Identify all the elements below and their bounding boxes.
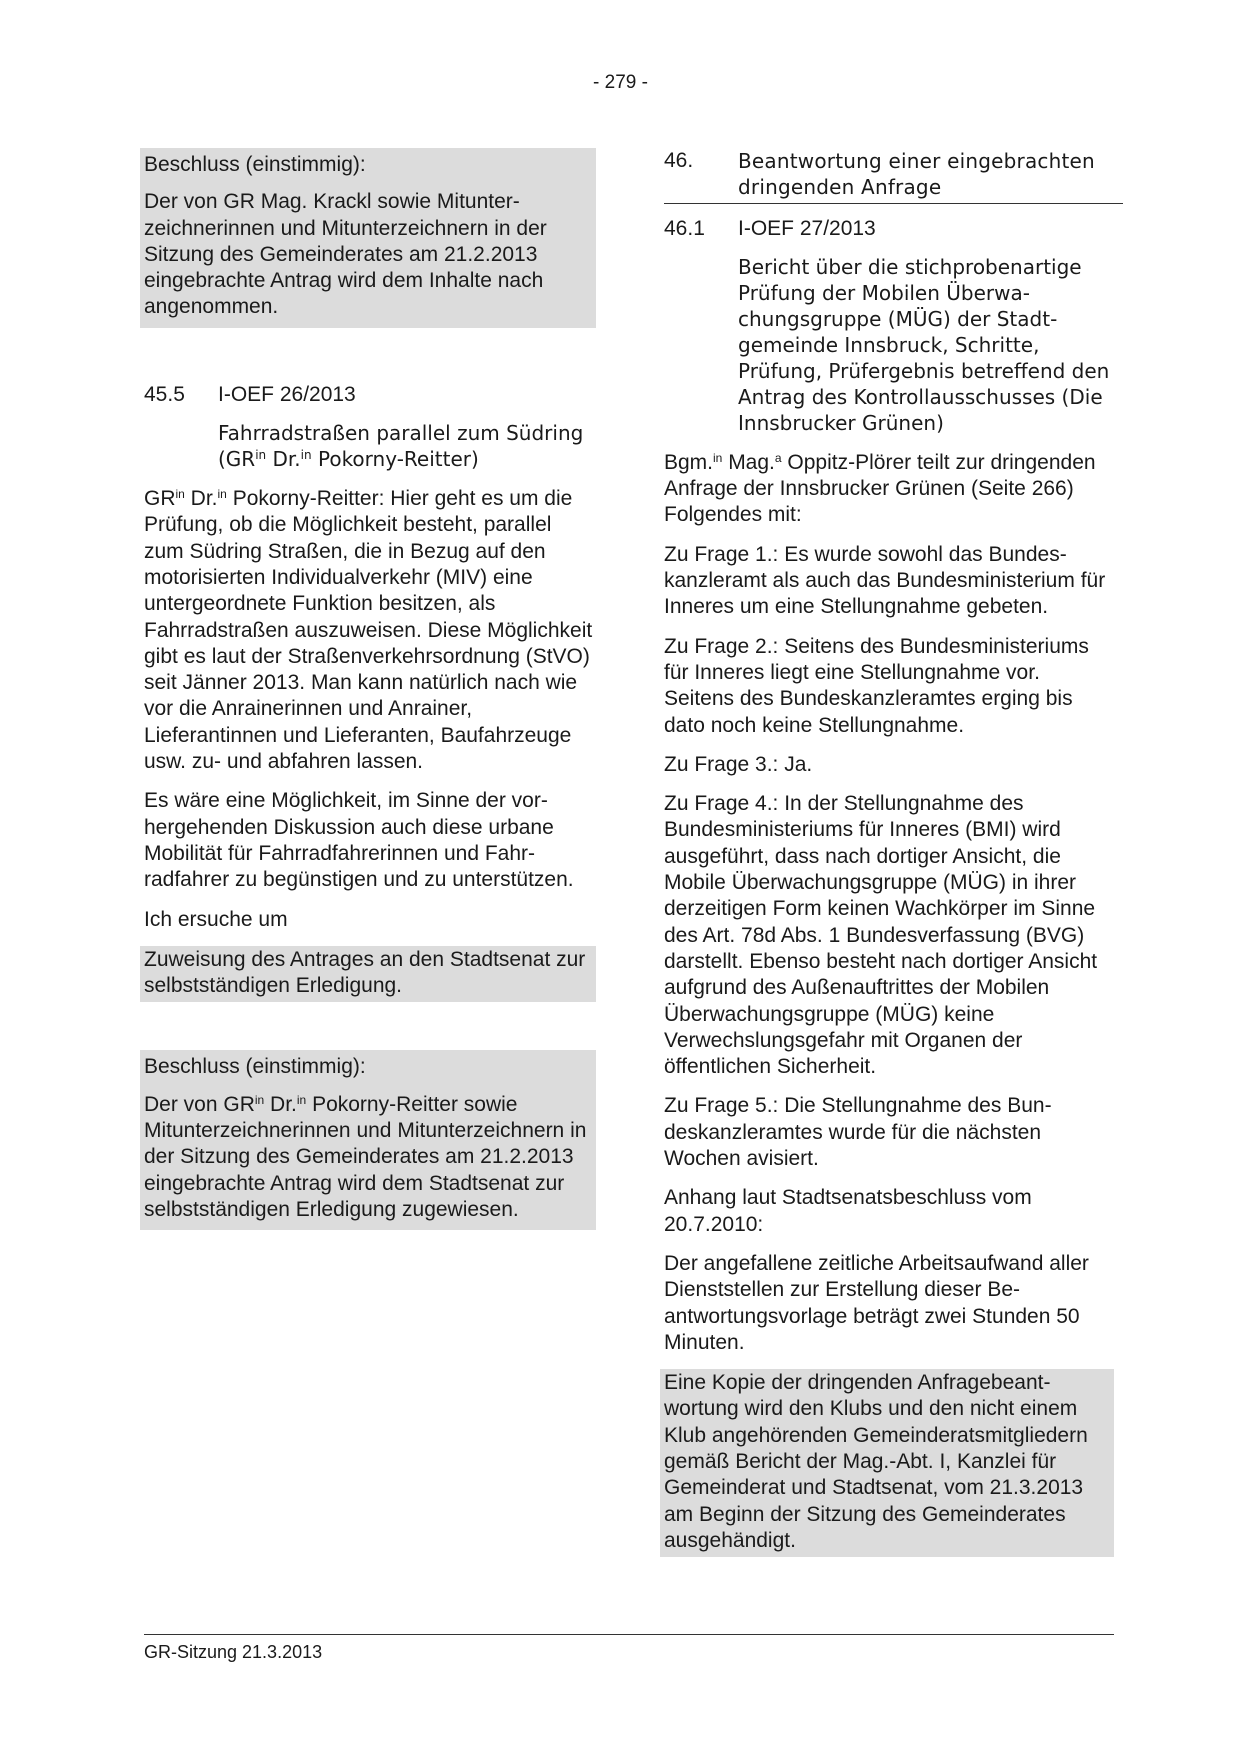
title-sup: in	[255, 448, 267, 463]
paragraph: Es wäre eine Möglichkeit, im Sinne der vorhergehenden Diskussion auch diese urbane Mobilität für Fahrradfahrerinnen und Fahrradfahrer zu begünstigen und zu unterstützen.	[144, 789, 574, 892]
footer: GR-Sitzung 21.3.2013	[144, 1642, 323, 1662]
speaker-sup: in	[217, 487, 227, 502]
intro-paragraph	[664, 450, 1114, 529]
aufwand: Der angefallene zeitliche Arbeitsaufwand aller Dienststellen zur Erstellung dieser Beantwortungsvorlage beträgt zwei Stunden 50 Minuten.	[664, 1251, 1089, 1354]
footer-divider	[144, 1634, 1114, 1635]
beschluss-text-part: Pokorny-Reitter sowie Mitunterzeichnerinnen und Mitunterzeichnern in der Sitzung des Gemeinderates am 21.2.2013 eingebrachte Antrag wird dem Stadtsenat zur selbstständigen Erledigung zugewiesen.	[144, 1092, 587, 1221]
beschluss-text-part: Der von GR	[144, 1092, 255, 1116]
section-title: Beantwortung einer eingebrachten dringenden Anfrage	[738, 149, 1095, 200]
title-text: Pokorny-Reitter)	[311, 447, 479, 472]
intro-text: Mag.	[722, 450, 775, 474]
paragraph: Ich ersuche um	[144, 907, 288, 931]
request-box	[140, 946, 596, 1003]
section-divider	[664, 203, 1123, 204]
frage-3: Zu Frage 3.: Ja.	[664, 752, 813, 776]
section-heading-46	[664, 148, 1114, 203]
frage-5: Zu Frage 5.: Die Stellungnahme des Bundeskanzleramtes wurde für die nächsten Wochen avisiert.	[664, 1094, 1052, 1171]
beschluss-box-1	[140, 148, 596, 328]
beschluss-box-2	[140, 1050, 596, 1230]
beschluss-label: Beschluss (einstimmig):	[144, 153, 366, 176]
frage-1: Zu Frage 1.: Es wurde sowohl das Bundeskanzleramt als auch das Bundesministerium für Inneres um eine Stellungnahme gebeten.	[664, 542, 1106, 619]
title-text: Fahrradstraßen parallel zum Südring (GR	[218, 421, 584, 472]
speaker-paragraph	[144, 486, 596, 775]
speaker-sup: in	[175, 487, 185, 502]
speaker-text: Dr.	[184, 487, 218, 511]
left-column	[144, 148, 596, 1230]
kopie-text: Eine Kopie der dringenden Anfragebeantwortung wird den Klubs und den nicht einem Klub angehörenden Gemeinderatsmitgliedern gemäß Bericht der Mag.-Abt. I, Kanzlei für Gemeinderat und Stadtsenat, vom 21.3.2013 am Beginn der Sitzung des Gemeinderates ausgehändigt.	[664, 1371, 1088, 1552]
beschluss-text-part: Dr.	[264, 1092, 297, 1116]
section-title: Bericht über die stichprobenartige Prüfung der Mobilen Überwachungsgruppe (MÜG) der Stadtgemeinde Innsbruck, Schritte, Prüfung, Prüfergebnis betreffend den Antrag des Kontrollausschusses (Die Innsbrucker Grünen)	[738, 254, 1110, 435]
beschluss-sup: in	[254, 1092, 265, 1107]
right-column	[664, 148, 1114, 1557]
beschluss-text	[144, 1089, 592, 1226]
beschluss-text: Der von GR Mag. Krackl sowie Mitunterzeichnerinnen und Mitunterzeichnern in der Sitzung des Gemeinderates am 21.2.2013 eingebrachte Antrag wird dem Inhalte nach angenommen.	[144, 190, 547, 319]
intro-text: Bgm.	[664, 450, 714, 474]
speaker-text: Pokorny-Reitter: Hier geht es um die Prüfung, ob die Möglichkeit besteht, parallel zum Südring Straßen, die in Bezug auf den motorisierten Individualverkehr (MIV) eine untergeordnete Funktion besitzen, als Fahrradstraßen auszuweisen. Diese Möglichkeit gibt es laut der Straßenverkehrsordnung (StVO) seit Jänner 2013. Man kann natürlich nach wie vor die Anrainerinnen und Anrainer, Lieferantinnen und Lieferanten, Baufahrzeuge usw. zu- und abfahren lassen.	[144, 487, 593, 774]
page-number: - 279 -	[593, 72, 648, 93]
intro-text: Oppitz-Plörer teilt zur dringenden Anfrage der Innsbrucker Grünen (Seite 266) Folgendes mit:	[664, 450, 1096, 527]
section-number: 45.5	[144, 382, 185, 406]
speaker-text: GR	[144, 487, 176, 511]
section-heading-45-5	[144, 382, 596, 408]
intro-sup: in	[713, 450, 723, 465]
beschluss-label: Beschluss (einstimmig):	[144, 1055, 366, 1079]
request-text: Zuweisung des Antrages an den Stadtsenat zur selbstständigen Erledigung.	[144, 947, 586, 998]
kopie-box	[660, 1369, 1114, 1557]
title-sup: in	[300, 448, 312, 463]
frage-2: Zu Frage 2.: Seitens des Bundesministeriums für Inneres liegt eine Stellungnahme vor. Seitens des Bundeskanzleramtes erging bis dato noch keine Stellungnahme.	[664, 634, 1089, 737]
frage-4: Zu Frage 4.: In der Stellungnahme des Bundesministeriums für Inneres (BMI) wird ausgeführt, dass nach dortiger Ansicht, die Mobile Überwachungsgruppe (MÜG) in ihrer derzeitigen Form keinen Wachkörper im Sinne des Art. 78d Abs. 1 Bundesverfassung (BVG) darstellt. Ebenso besteht nach dortiger Ansicht aufgrund des Außenauftrittes der Mobilen Überwachungsgruppe (MÜG) keine Verwechslungsgefahr mit Organen der öffentlichen Sicherheit.	[664, 792, 1098, 1079]
beschluss-sup: in	[296, 1092, 307, 1107]
intro-sup: a	[774, 450, 782, 465]
section-number: 46.	[664, 149, 694, 172]
title-text: Dr.	[266, 447, 301, 472]
anhang: Anhang laut Stadtsenatsbeschluss vom 20.7.2010:	[664, 1186, 1032, 1236]
section-heading-46-1	[664, 216, 1114, 242]
section-code: I-OEF 26/2013	[218, 382, 356, 406]
section-number: 46.1	[664, 216, 705, 240]
section-code: I-OEF 27/2013	[738, 216, 876, 240]
section-title	[218, 420, 596, 472]
